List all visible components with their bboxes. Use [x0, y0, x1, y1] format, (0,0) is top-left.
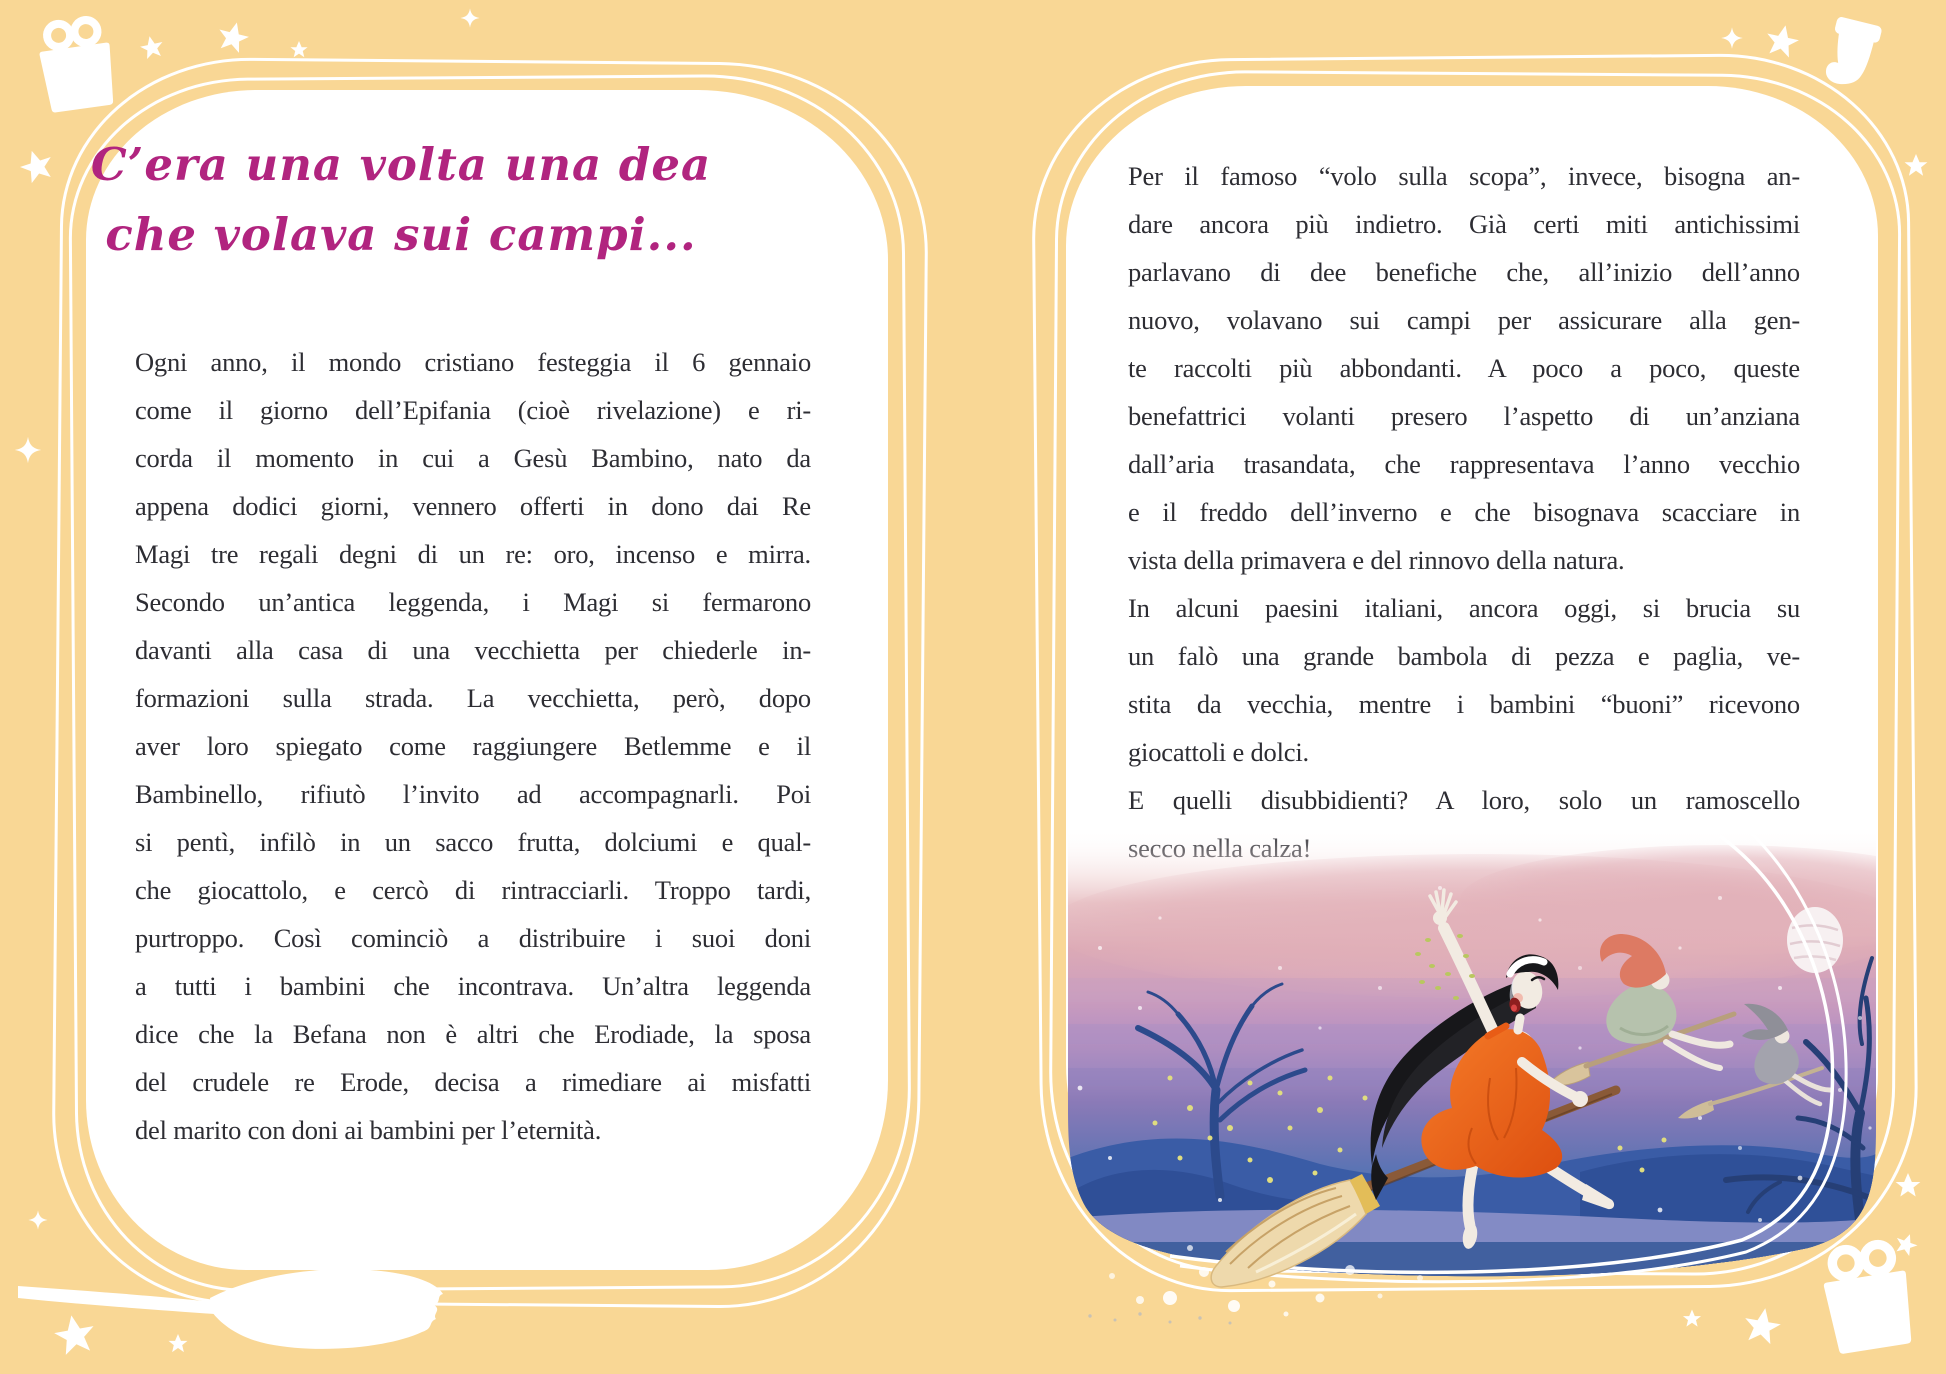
- text-line: giocattoli e dolci.: [1128, 737, 1309, 767]
- text-line: Per il famoso “volo sulla scopa”, invece, bisogna an-: [1128, 161, 1800, 191]
- text-line: un falò una grande bambola di pezza e paglia, ve-: [1128, 641, 1800, 671]
- text-line: a tutti i bambini che incontrava. Un’altra leggenda: [135, 971, 811, 1001]
- text-line: del crudele re Erode, decisa a rimediare ai misfatti: [135, 1067, 811, 1097]
- text-line: aver loro spiegato come raggiungere Betlemme e il: [135, 731, 811, 761]
- dust-specks: [1088, 1312, 1231, 1324]
- text-line: benefattrici volanti presero l’aspetto di un’anziana: [1128, 401, 1800, 431]
- text-line: Bambinello, rifiutò l’invito ad accompagnarli. Poi: [135, 779, 811, 809]
- text-line: parlavano di dee benefiche che, all’inizio dell’anno: [1128, 257, 1800, 287]
- text-line: e il freddo dell’inverno e che bisognava scacciare in: [1128, 497, 1800, 527]
- text-line: stita da vecchia, mentre i bambini “buoni” ricevono: [1128, 689, 1800, 719]
- gift-icon: [36, 17, 118, 113]
- text-line: dare ancora più indietro. Già certi miti antichissimi: [1128, 209, 1800, 239]
- page-title: [86, 130, 716, 270]
- text-line: si pentì, infilò in un sacco frutta, dolciumi e qual-: [135, 827, 811, 857]
- sparkle-icon: [460, 8, 479, 27]
- right-body-text: [1128, 152, 1800, 872]
- text-line: E quelli disubbidienti? A loro, solo un ramoscello: [1128, 785, 1800, 815]
- illustration-befana-scene: [1020, 828, 1900, 1328]
- text-line: Magi tre regali degni di un re: oro, incenso e mirra.: [135, 539, 811, 569]
- text-line: appena dodici giorni, vennero offerti in dono dai Re: [135, 491, 811, 521]
- left-body-text: [135, 338, 811, 1154]
- text-line: te raccolti più abbondanti. A poco a poco, queste: [1128, 353, 1800, 383]
- text-line: del marito con doni ai bambini per l’eternità.: [135, 1115, 602, 1145]
- sparkle-icon: [28, 1210, 47, 1229]
- star-icon: [1905, 154, 1928, 176]
- sparkle-icon: [1721, 27, 1743, 49]
- star-icon: [138, 34, 165, 60]
- text-line: che giocattolo, e cercò di rintracciarli. Troppo tardi,: [135, 875, 811, 905]
- text-line: dall’aria trasandata, che rappresentava l’anno vecchio: [1128, 449, 1800, 479]
- star-icon: [52, 1312, 98, 1356]
- text-line: nuovo, volavano sui campi per assicurare alla gen-: [1128, 305, 1800, 335]
- sparkle-icon: [15, 437, 41, 463]
- title-line-2: che volava sui campi...: [105, 208, 697, 261]
- text-line: vista della primavera e del rinnovo della natura.: [1128, 545, 1625, 575]
- star-icon: [16, 146, 56, 185]
- title-line-1: C’era una volta una dea: [90, 138, 712, 191]
- stocking-icon: [1822, 16, 1883, 91]
- text-line: In alcuni paesini italiani, ancora oggi, si brucia su: [1128, 593, 1800, 623]
- star-icon: [215, 19, 252, 54]
- text-line: corda il momento in cui a Gesù Bambino, nato da: [135, 443, 811, 473]
- star-icon: [290, 41, 307, 57]
- text-line: purtroppo. Così cominciò a distribuire i suoi doni: [135, 923, 811, 953]
- text-line: davanti alla casa di una vecchietta per chiederle in-: [135, 635, 811, 665]
- text-line: come il giorno dell’Epifania (cioè rivelazione) e ri-: [135, 395, 811, 425]
- text-line: Secondo un’antica leggenda, i Magi si fermarono: [135, 587, 811, 617]
- text-line: formazioni sulla strada. La vecchietta, però, dopo: [135, 683, 811, 713]
- star-icon: [1763, 22, 1801, 59]
- left-page: [86, 90, 888, 1270]
- text-line: dice che la Befana non è altri che Erodiade, la sposa: [135, 1019, 811, 1049]
- moon-icon: [1787, 907, 1843, 973]
- star-icon: [168, 1334, 187, 1352]
- text-line: Ogni anno, il mondo cristiano festeggia il 6 gennaio: [135, 347, 811, 377]
